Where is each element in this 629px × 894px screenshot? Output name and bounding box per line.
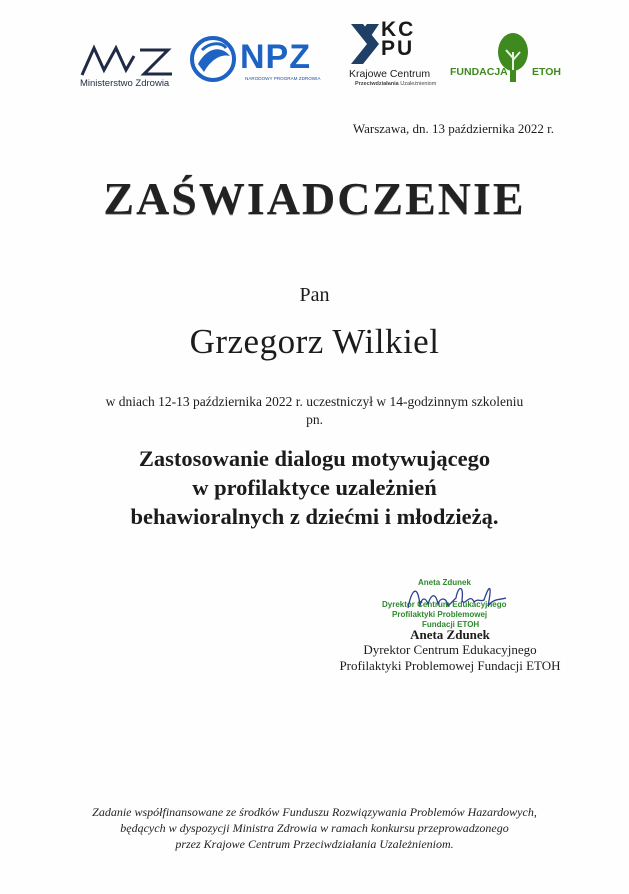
signatory-name: Aneta Zdunek xyxy=(410,627,490,642)
training-title-line: w profilaktyce uzależnień xyxy=(192,475,437,500)
signatory-role-line: Dyrektor Centrum Edukacyjnego xyxy=(363,642,537,657)
npz-logo-subtitle: NARODOWY PROGRAM ZDROWIA xyxy=(245,76,321,81)
stamp-line: Dyrektor Centrum Edukacyjnego xyxy=(382,600,507,609)
participation-statement: w dniach 12-13 października 2022 r. uczestniczył w 14-godzinnym szkoleniu pn. xyxy=(105,394,524,427)
logo-bar xyxy=(0,18,629,98)
training-title xyxy=(40,444,589,531)
training-title-line: behawioralnych z dziećmi i młodzieżą. xyxy=(130,504,499,529)
kcpu-logo xyxy=(349,20,441,90)
ministry-of-health-logo xyxy=(80,42,180,88)
etoh-logo-right: ETOH xyxy=(532,66,561,78)
kcpu-subtitle-rest: Uzależnieniom xyxy=(398,81,437,87)
salutation: Pan xyxy=(299,284,330,306)
training-title-line: Zastosowanie dialogu motywującego xyxy=(138,446,491,471)
stamp-line: Aneta Zdunek xyxy=(418,578,471,587)
stamp-line: Fundacji ETOH xyxy=(422,620,480,629)
stamp-line: Profilaktyki Problemowej xyxy=(392,610,488,619)
signatory-role xyxy=(330,642,570,674)
kcpu-subtitle xyxy=(355,81,436,87)
npz-globe-icon xyxy=(188,34,238,84)
kcpu-name: Krajowe Centrum xyxy=(349,68,431,80)
ministry-mark-icon xyxy=(80,42,178,78)
recipient-name: Grzegorz Wilkiel xyxy=(189,322,440,361)
funding-footnote xyxy=(20,804,609,852)
issue-date: Warszawa, dn. 13 października 2022 r. xyxy=(352,121,554,136)
signatory-role-line: Profilaktyki Problemowej Fundacji ETOH xyxy=(339,658,561,673)
footnote-line: będących w dyspozycji Ministra Zdrowia w ramach konkursu przeprowadzonego xyxy=(120,821,509,835)
document-title: ZAŚWIADCZENIE xyxy=(103,173,526,224)
etoh-logo-left: FUNDACJA xyxy=(450,66,508,78)
ministry-logo-text: Ministerstwo Zdrowia xyxy=(80,78,170,89)
npz-logo xyxy=(188,34,338,84)
kcpu-subtitle-bold: Przeciwdziałania xyxy=(355,81,399,87)
footnote-line: przez Krajowe Centrum Przeciwdziałania Uzależnieniom. xyxy=(175,837,454,851)
kcpu-cross-icon xyxy=(349,22,381,66)
npz-logo-text: NPZ xyxy=(240,38,311,76)
fundacja-etoh-logo xyxy=(450,32,562,86)
kcpu-letters-text: KCPU xyxy=(381,18,416,60)
kcpu-letters xyxy=(381,20,425,58)
footnote-line: Zadanie współfinansowane ze środków Funduszu Rozwiązywania Problemów Hazardowych, xyxy=(92,805,537,819)
